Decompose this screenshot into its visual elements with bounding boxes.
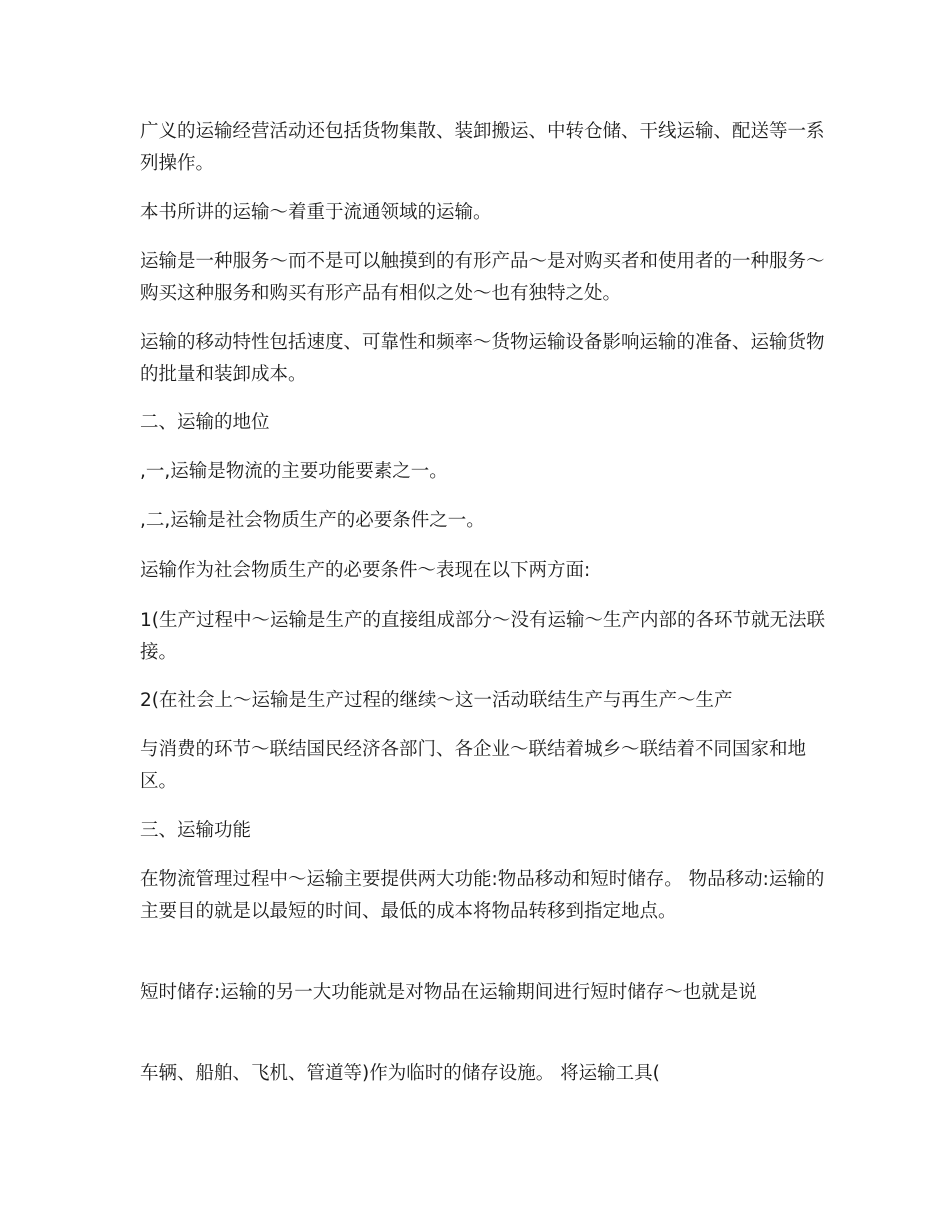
paragraph-13: 车辆、船舶、飞机、管道等)作为临时的储存设施。 将运输工具( <box>140 1063 660 1084</box>
paragraph-7: 运输作为社会物质生产的必要条件～表现在以下两方面: <box>140 560 591 581</box>
paragraph-2: 本书所讲的运输～着重于流通领域的运输。 <box>140 202 492 223</box>
paragraph-3: 运输是一种服务～而不是可以触摸到的有形产品～是对购买者和使用者的一种服务～购买这种服务和购买有形产品有相似之处～也有独特之处。 <box>140 251 825 304</box>
paragraph-5: ,一,运输是物流的主要功能要素之一。 <box>140 461 448 482</box>
paragraph-1: 广义的运输经营活动还包括货物集散、装卸搬运、中转仓储、干线运输、配送等一系列操作。 <box>140 121 825 174</box>
paragraph-11: 在物流管理过程中～运输主要提供两大功能:物品移动和短时储存。 物品移动:运输的主要目的就是以最短的时间、最低的成本将物品转移到指定地点。 <box>140 869 825 922</box>
paragraph-10: 与消费的环节～联结国民经济各部门、各企业～联结着城乡～联结着不同国家和地区。 <box>140 739 807 792</box>
paragraph-4: 运输的移动特性包括速度、可靠性和频率～货物运输设备影响运输的准备、运输货物的批量和装卸成本。 <box>140 332 825 385</box>
paragraph-12: 短时储存:运输的另一大功能就是对物品在运输期间进行短时储存～也就是说 <box>140 982 757 1003</box>
paragraph-9: 2(在社会上～运输是生产过程的继续～这一活动联结生产与再生产～生产 <box>140 690 733 711</box>
paragraph-6: ,二,运输是社会物质生产的必要条件之一。 <box>140 510 485 531</box>
section-heading-3: 三、运输功能 <box>140 820 252 841</box>
section-heading-2: 二、运输的地位 <box>140 412 270 433</box>
paragraph-8: 1(生产过程中～运输是生产的直接组成部分～没有运输～生产内部的各环节就无法联接。 <box>140 610 825 663</box>
